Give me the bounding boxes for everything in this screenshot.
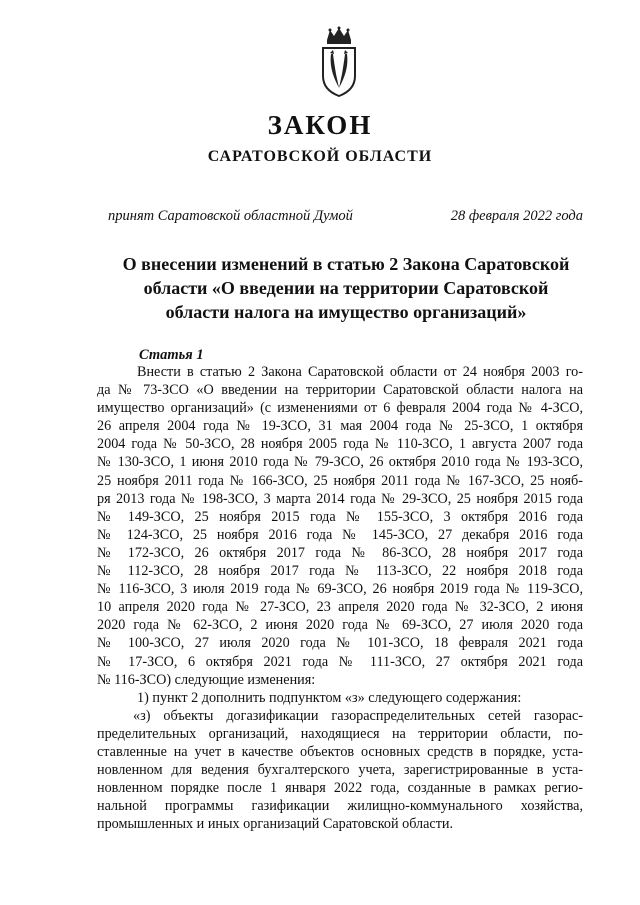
region-subtitle: САРАТОВСКОЙ ОБЛАСТИ [207, 148, 433, 165]
body-line: да № 73-ЗСО «О введении на территории Саратовской области налога на [97, 382, 583, 399]
heading-line: области налога на имущество организаций» [165, 302, 527, 322]
body-line: № 116-ЗСО) следующие изменения: [97, 671, 316, 688]
body-line: 2020 года № 62-ЗСО, 2 июня 2020 года № 69-ЗСО, 27 июля 2020 года [97, 617, 583, 634]
body-line: 26 апреля 2004 года № 19-ЗСО, 31 мая 2004 года № 25-ЗСО, 1 октября [97, 418, 583, 435]
body-line: № 17-ЗСО, 6 октября 2021 года № 111-ЗСО, 27 октября 2021 года [97, 653, 583, 670]
body-line: ря 2013 года № 198-ЗСО, 3 марта 2014 года № 29-ЗСО, 25 ноября 2015 года [97, 490, 583, 507]
body-line: 25 ноября 2011 года № 166-ЗСО, 25 ноября 2011 года № 167-ЗСО, 25 нояб- [97, 472, 583, 489]
body-line: № 100-ЗСО, 27 июля 2020 года № 101-ЗСО, 18 февраля 2021 года [97, 635, 583, 652]
body-line: имущество организаций» (с изменениями от 6 февраля 2004 года № 4-ЗСО, [97, 400, 583, 417]
heading-line: области «О введении на территории Саратовской [143, 278, 549, 298]
article-title: Статья 1 [139, 347, 204, 363]
body-line: «з) объекты догазификации газораспределительных сетей газорас- [133, 707, 583, 724]
accepted-by: принят Саратовской областной Думой [108, 208, 353, 224]
heading-line: О внесении изменений в статью 2 Закона Саратовской [122, 254, 570, 274]
body-line: 2004 года № 50-ЗСО, 28 ноября 2005 года № 110-ЗСО, 1 августа 2007 года [97, 436, 583, 453]
article-body [97, 363, 583, 833]
body-line: Внести в статью 2 Закона Саратовской области от 24 ноября 2003 го- [137, 364, 583, 380]
saratov-coat-of-arms-icon [318, 26, 360, 98]
body-line: пределительных организаций, находящиеся на территории области, по- [97, 725, 583, 742]
body-line: новленном для ведения бухгалтерского учета, зарегистрированные в уста- [97, 762, 583, 779]
adoption-date: 28 февраля 2022 года [450, 208, 583, 224]
body-line: № 149-ЗСО, 25 ноября 2015 года № 155-ЗСО, 3 октября 2016 года [97, 508, 583, 525]
body-line: № 112-ЗСО, 28 ноября 2017 года № 113-ЗСО, 22 ноября 2018 года [97, 563, 583, 580]
body-line: ставленные на учет в качестве объектов основных средств в порядке, уста- [97, 743, 583, 760]
body-line: новленном порядке после 1 января 2022 года, созданные в рамках регио- [97, 780, 583, 797]
body-line: нальной программы газификации жилищно-коммунального хозяйства, [97, 798, 583, 815]
law-title: ЗАКОН [267, 110, 373, 140]
body-line: № 130-ЗСО, 1 июня 2010 года № 79-ЗСО, 26 октября 2010 года № 193-ЗСО, [97, 454, 583, 471]
body-line: 10 апреля 2020 года № 27-ЗСО, 23 апреля 2020 года № 32-ЗСО, 2 июня [97, 599, 583, 616]
body-line: № 172-ЗСО, 26 октября 2017 года № 86-ЗСО, 28 ноября 2017 года [97, 544, 583, 561]
body-line: № 116-ЗСО, 3 июля 2019 года № 69-ЗСО, 26 ноября 2019 года № 119-ЗСО, [97, 581, 583, 598]
body-line: промышленных и иных организаций Саратовской области. [97, 816, 454, 833]
body-line: № 124-ЗСО, 25 ноября 2016 года № 145-ЗСО, 27 декабря 2016 года [97, 526, 583, 543]
law-heading [96, 252, 596, 324]
body-line: 1) пункт 2 дополнить подпунктом «з» следующего содержания: [137, 689, 522, 706]
